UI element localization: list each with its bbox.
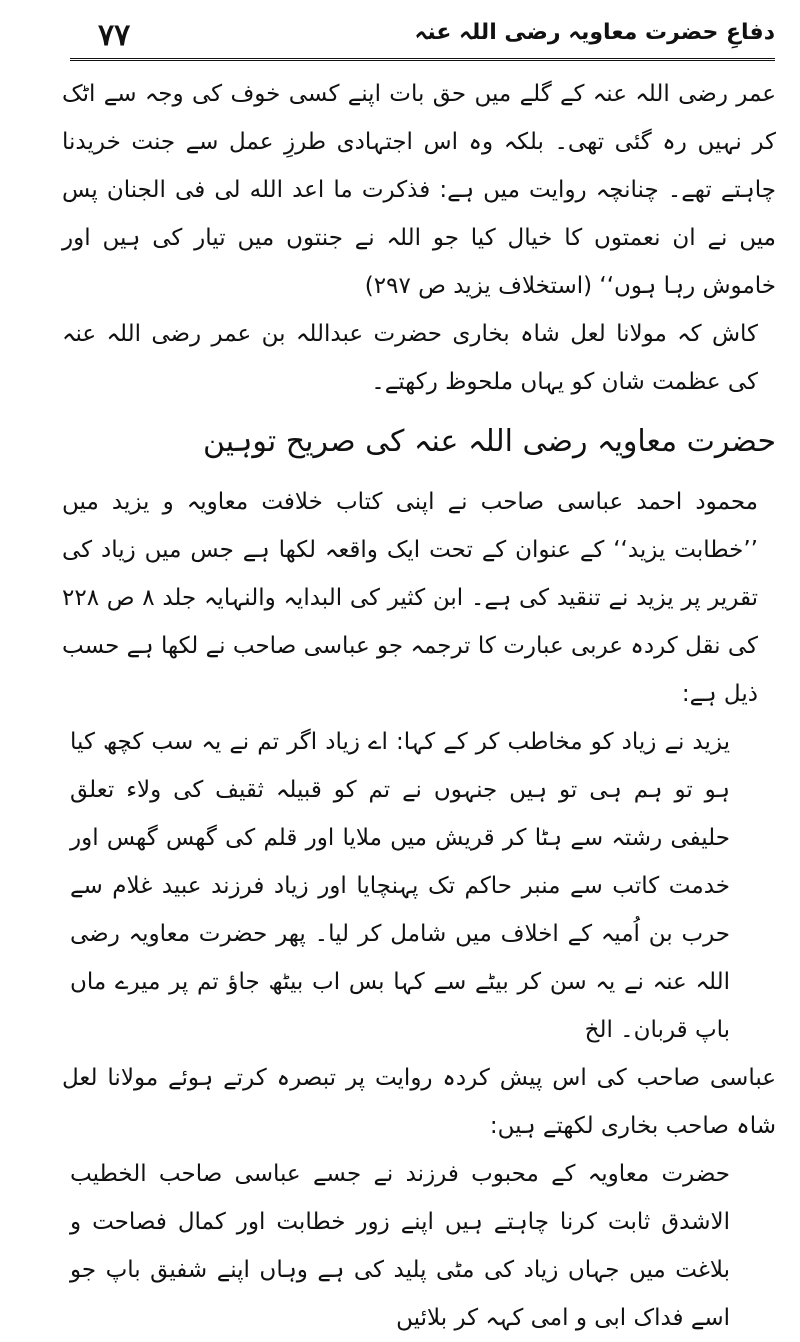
body-text (62, 70, 776, 1342)
paragraph-4: عباسی صاحب کی اس پیش کردہ روایت پر تبصرہ کرتے ہوئے مولانا لعل شاہ صاحب بخاری لکھتے ہیں: (62, 1065, 776, 1139)
page-header (70, 14, 775, 61)
section-heading: حضرت معاویہ رضی اللہ عنہ کی صریح توہین (202, 424, 776, 459)
paragraph-1: عمر رضی اللہ عنہ کے گلے میں حق بات اپنے کسی خوف کی وجہ سے اٹک کر نہیں رہ گئی تھی۔ بلکہ وہ اس اجتہادی طرزِ عمل سے جنت خریدنا چاہتے تھے۔ چنانچہ روایت میں ہے: فذکرت ما اعد الله لی فی الجنان پس میں نے ان نعمتوں کا خیال کیا جو اللہ نے جنتوں میں تیار کی ہیں اور خاموش رہا ہوں‘‘ (استخلاف یزید ص ۲۹۷) (62, 81, 776, 299)
page-number: ۷۷ (98, 18, 131, 53)
quotation-1: یزید نے زیاد کو مخاطب کر کے کہا: اے زیاد اگر تم نے یہ سب کچھ کیا ہو تو ہم ہی تو ہیں جنہوں نے تم کو قبیلہ ثقیف کی ولاء تعلق حلیفی رشتہ سے ہٹا کر قریش میں ملایا اور قلم کی گھس گھس اور خدمت کاتب سے منبر حاکم تک پہنچایا اور زیاد فرزند عبید غلام سے حرب بن اُمیہ کے اخلاف میں شامل کر لیا۔ پھر حضرت معاویہ رضی اللہ عنہ نے یہ سن کر بیٹے سے کہا بس اب بیٹھ جاؤ تم پر میرے ماں باپ قربان۔ الخ (70, 729, 730, 1043)
running-title: دفاعِ حضرت معاویہ رضی اللہ عنہ (414, 20, 775, 45)
paragraph-2: کاش کہ مولانا لعل شاہ بخاری حضرت عبداللہ بن عمر رضی اللہ عنہ کی عظمت شان کو یہاں ملحوظ رکھتے۔ (62, 321, 758, 395)
paragraph-3: محمود احمد عباسی صاحب نے اپنی کتاب خلافت معاویہ و یزید میں ’’خطابت یزید‘‘ کے عنوان کے تحت ایک واقعہ لکھا ہے جس میں زیاد کی تقریر پر یزید نے تنقید کی ہے۔ ابن کثیر کی البدایہ والنہایہ جلد ۸ ص ۲۲۸ کی نقل کردہ عربی عبارت کا ترجمہ جو عباسی صاحب نے لکھا ہے حسب ذیل ہے: (62, 489, 758, 707)
quotation-2: حضرت معاویہ کے محبوب فرزند نے جسے عباسی صاحب الخطیب الاشدق ثابت کرنا چاہتے ہیں اپنے زور خطابت اور کمال فصاحت و بلاغت میں جہاں زیاد کی مٹی پلید کی ہے وہاں اپنے شفیق باپ جو اسے فداک ابی و امی کہہ کر بلائیں (70, 1161, 730, 1331)
